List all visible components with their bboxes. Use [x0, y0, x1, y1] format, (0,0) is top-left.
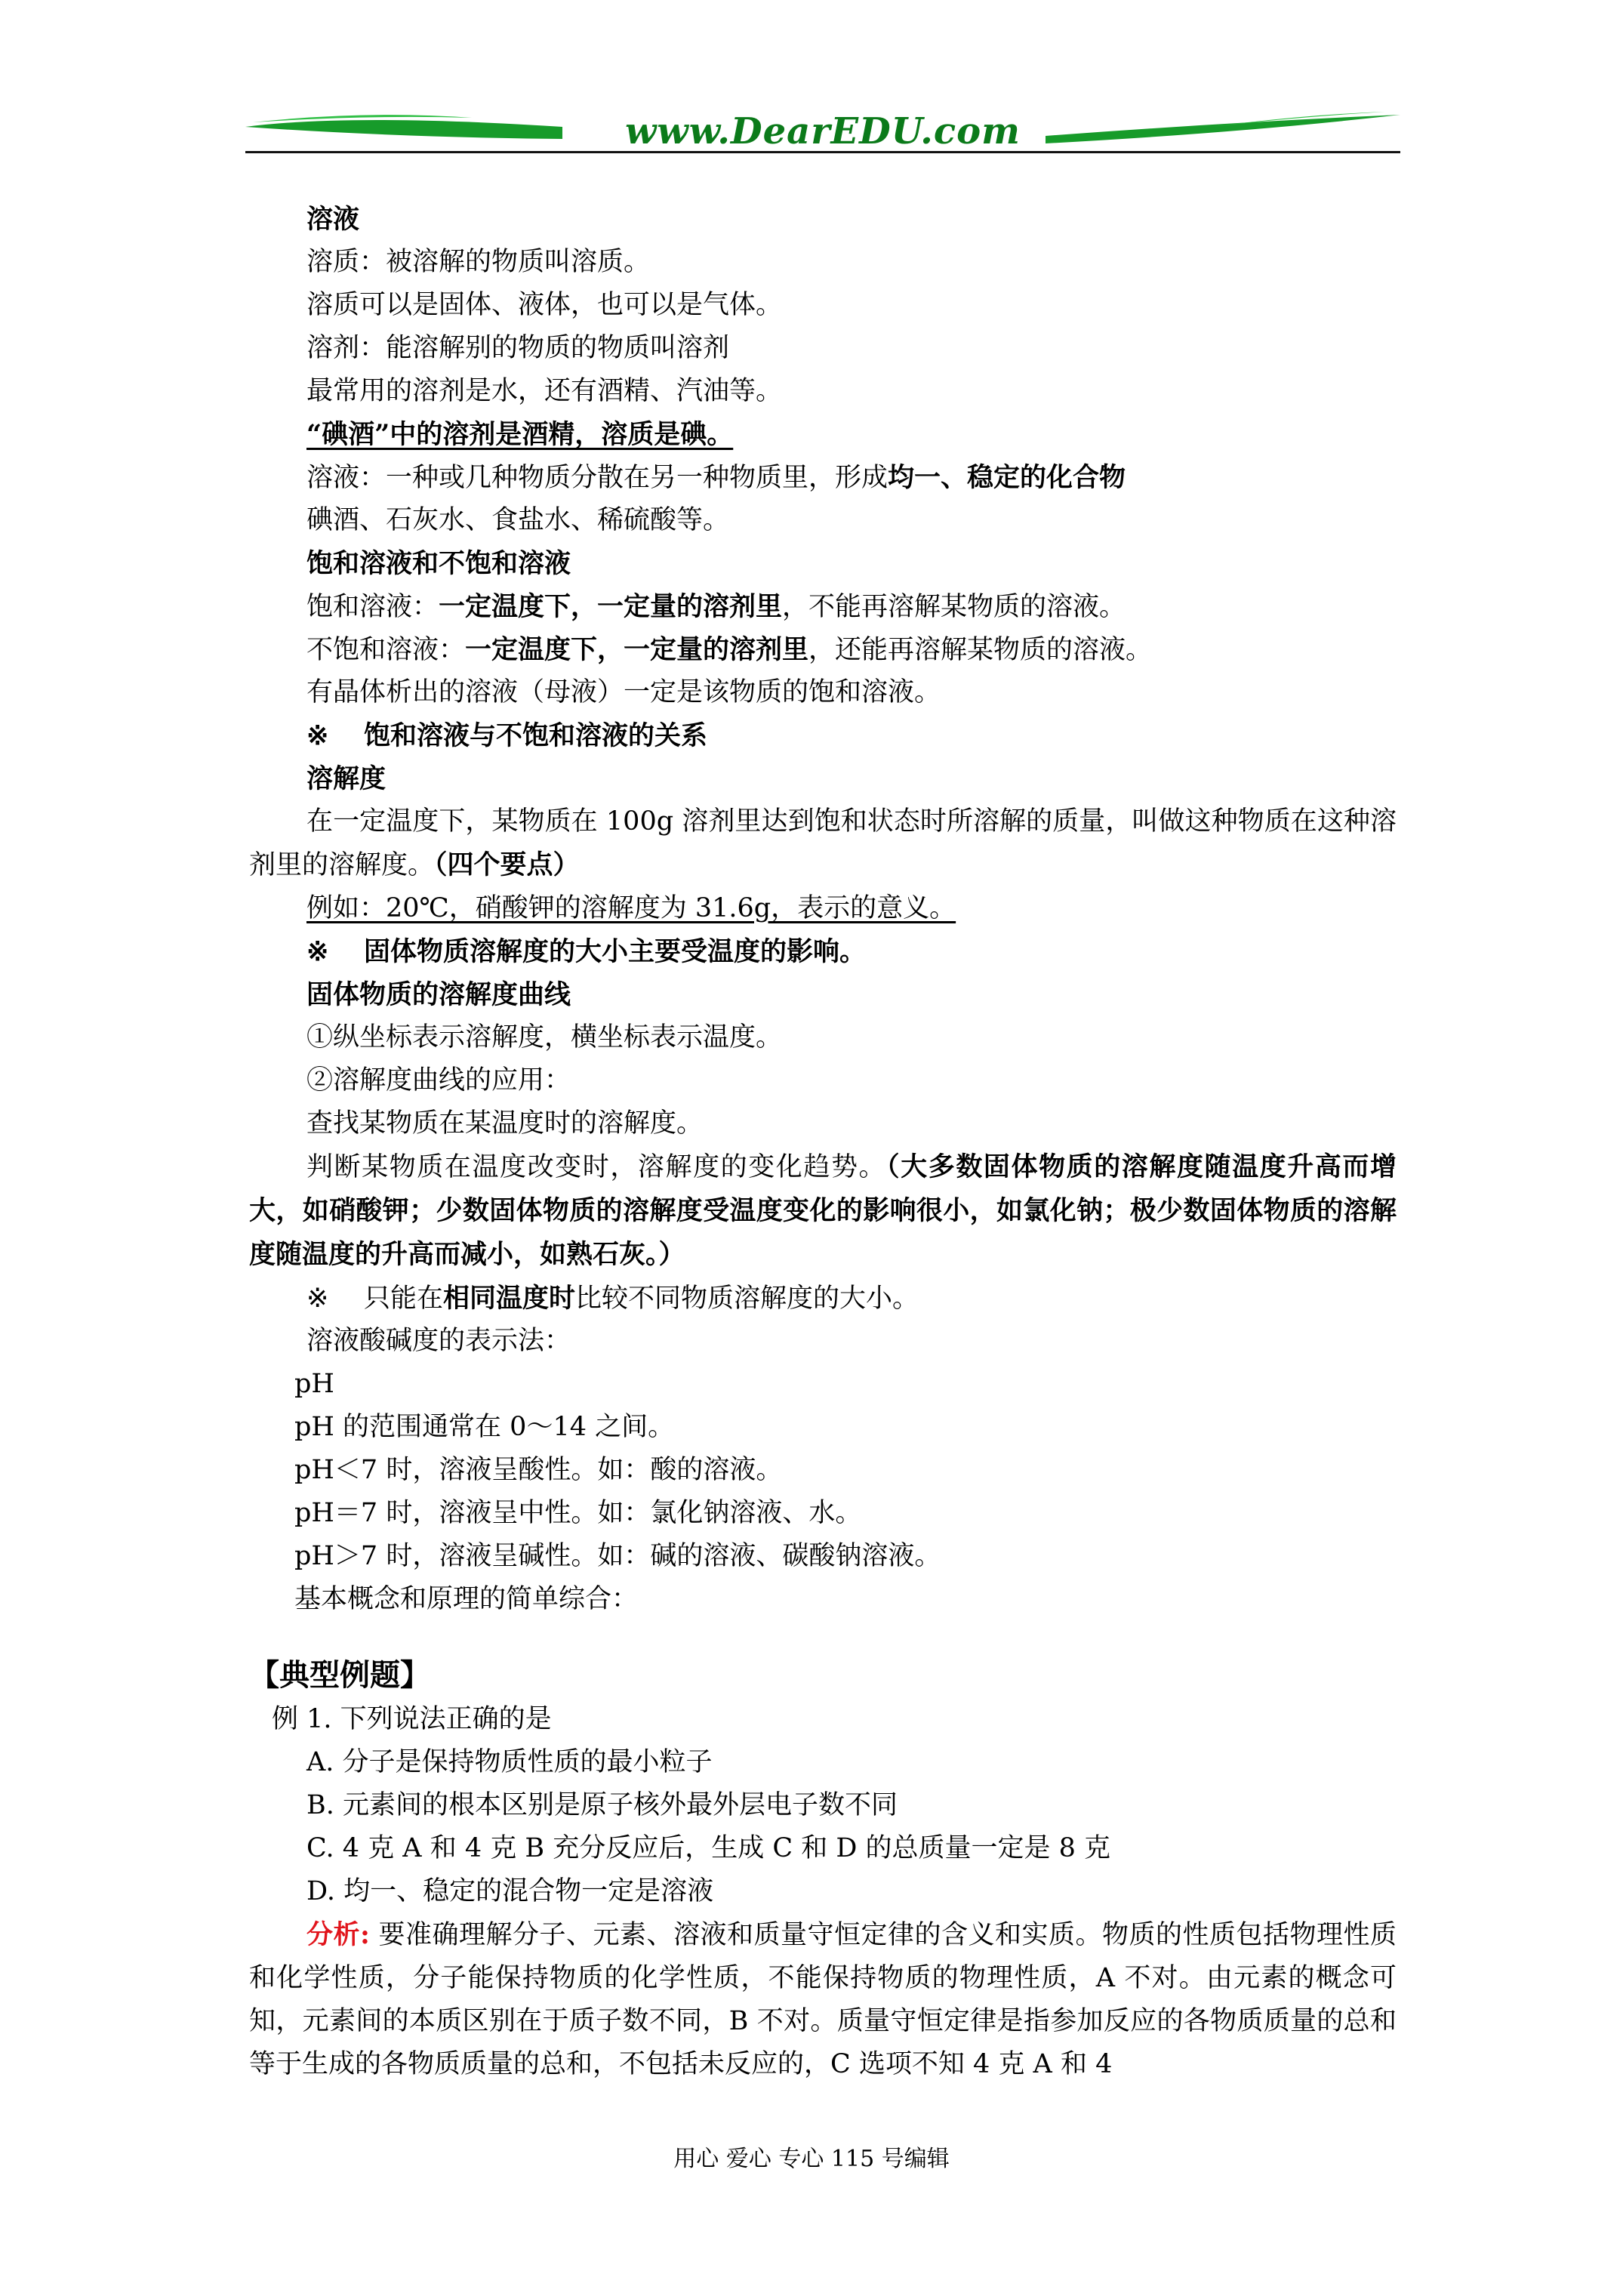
text-line: 溶质可以是固体、液体，也可以是气体。	[306, 290, 783, 320]
text-segment: 饱和溶液与不饱和溶液的关系	[364, 720, 708, 751]
text-line-emphasis: “碘酒”中的溶剂是酒精，溶质是碘。	[306, 419, 734, 450]
document-body	[249, 198, 1397, 2086]
reference-mark: ※	[306, 720, 329, 751]
text-line: 基本概念和原理的简单综合：	[294, 1584, 639, 1614]
heading-curve: 固体物质的溶解度曲线	[306, 979, 571, 1010]
heading-saturated: 饱和溶液和不饱和溶液	[306, 548, 571, 579]
section-title-examples: 【典型例题】	[249, 1657, 430, 1693]
text-segment: 在一定温度下，某物质在 100g 溶剂里达到饱和状态时所溶解的质量，叫做这种物质在这种溶剂里的溶解度。	[249, 806, 1397, 880]
site-logo: www.DearEDU.com	[625, 110, 1021, 153]
paragraph	[249, 800, 1397, 887]
text-line: 查找某物质在某温度时的溶解度。	[306, 1108, 704, 1139]
reference-mark: ※	[306, 1284, 329, 1314]
option-a: A. 分子是保持物质性质的最小粒子	[306, 1747, 713, 1777]
text-line: pH＝7 时，溶液呈中性。如：氯化钠溶液、水。	[294, 1498, 862, 1528]
text-segment-bold: 均一、稳定的化合物	[888, 462, 1126, 493]
text-segment: 只能在	[364, 1284, 444, 1314]
option-c: C. 4 克 A 和 4 克 B 充分反应后，生成 C 和 D 的总质量一定是 8 克	[306, 1833, 1111, 1863]
page-header	[245, 104, 1400, 165]
text-line	[249, 456, 1397, 499]
paragraph	[249, 1145, 1397, 1277]
analysis-text: 要准确理解分子、元素、溶液和质量守恒定律的含义和实质。物质的性质包括物理性质和化学性质，分子能保持物质的化学性质，不能保持物质的物理性质，A 不对。由元素的概念可知，元素间的本质区别在于质子数不同，B 不对。质量守恒定律是指参加反应的各物质质量的总和等于生成的各物质质量的总和，不包括未反应的，C 选项不知 4 克 A 和 4	[249, 1920, 1397, 2079]
analysis-paragraph	[249, 1913, 1397, 2086]
text-segment: ，还能再溶解某物质的溶液。	[808, 635, 1153, 665]
analysis-label: 分析:	[306, 1919, 370, 1950]
text-segment-bold: 相同温度时	[443, 1283, 576, 1314]
text-line: pH	[294, 1369, 334, 1399]
option-b: B. 元素间的根本区别是原子核外最外层电子数不同	[306, 1790, 898, 1820]
heading-solubility: 溶解度	[306, 763, 387, 794]
text-line: pH＞7 时，溶液呈碱性。如：碱的溶液、碳酸钠溶液。	[294, 1541, 941, 1571]
text-segment-bold: 一定温度下，一定量的溶剂里	[465, 634, 809, 665]
text-segment: 判断某物质在温度改变时，溶解度的变化趋势。	[306, 1152, 887, 1182]
text-segment: 固体物质溶解度的大小主要受温度的影响。	[364, 936, 867, 967]
text-segment: 不饱和溶液：	[306, 635, 466, 665]
note-line	[249, 930, 1397, 973]
text-segment: 饱和溶液：	[306, 592, 439, 622]
text-line: ②溶解度曲线的应用：	[306, 1065, 571, 1096]
note-line	[249, 714, 1397, 757]
text-line: 溶液酸碱度的表示法：	[306, 1326, 571, 1356]
text-line: ①纵坐标表示溶解度，横坐标表示温度。	[306, 1022, 783, 1052]
text-line-underlined: 例如：20℃，硝酸钾的溶解度为 31.6g，表示的意义。	[306, 893, 956, 923]
text-line	[249, 628, 1397, 671]
text-segment: 溶液：一种或几种物质分散在另一种物质里，形成	[306, 463, 888, 493]
text-line: 溶质：被溶解的物质叫溶质。	[306, 247, 651, 277]
text-line	[249, 585, 1397, 628]
heading-solution: 溶液	[306, 204, 360, 235]
text-segment: 比较不同物质溶解度的大小。	[575, 1284, 919, 1314]
text-segment: ，不能再溶解某物质的溶液。	[782, 592, 1126, 622]
text-line: 溶剂：能溶解别的物质的物质叫溶剂	[306, 333, 730, 363]
page-footer: 用心 爱心 专心 115 号编辑	[673, 2146, 950, 2172]
text-line: 碘酒、石灰水、食盐水、稀硫酸等。	[306, 505, 730, 535]
text-line: 最常用的溶剂是水，还有酒精、汽油等。	[306, 376, 783, 406]
question-1: 例 1. 下列说法正确的是	[272, 1704, 552, 1734]
text-segment-bold: 一定温度下，一定量的溶剂里	[439, 591, 783, 622]
text-line: pH＜7 时，溶液呈酸性。如：酸的溶液。	[294, 1455, 783, 1485]
text-segment-bold: （四个要点）	[434, 849, 580, 880]
note-line	[249, 1277, 1397, 1320]
text-line: 有晶体析出的溶液（母液）一定是该物质的饱和溶液。	[306, 677, 941, 707]
option-d: D. 均一、稳定的混合物一定是溶液	[306, 1876, 714, 1906]
text-line: pH 的范围通常在 0～14 之间。	[294, 1412, 675, 1442]
text-segment-bold: （大多数固体物质的溶解度随温度升高而增大，如硝酸钾；少数固体物质的溶解度受温度变化的影响很小，如氯化钠；极少数固体物质的溶解度随温度的升高而减小，如熟石灰。）	[249, 1151, 1397, 1270]
reference-mark: ※	[306, 936, 329, 967]
